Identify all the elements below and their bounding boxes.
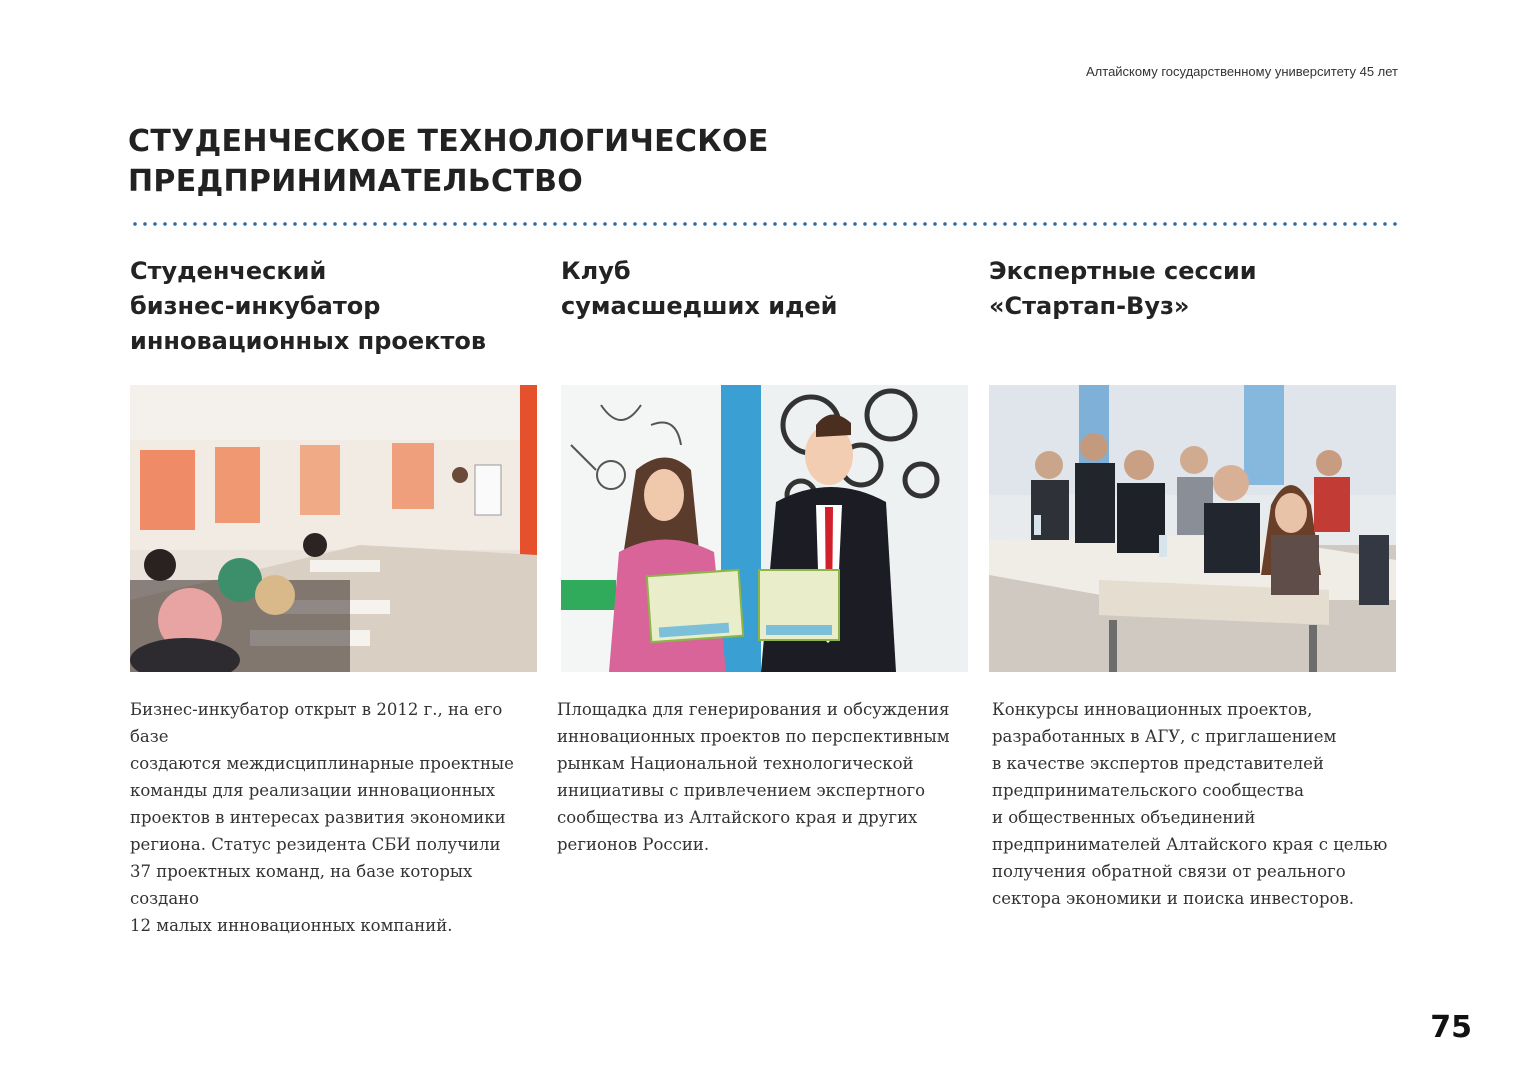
column-body: Площадка для генерирования и обсуждения инновационных проектов по перспективным рынкам Национальной технологической инициативы с привлечением экспертного сообщества из Алтайского края и других регионов России.	[557, 700, 950, 854]
running-header: Алтайскому государственному университету 45 лет	[1086, 64, 1398, 79]
column-heading: Клуб сумасшедших идей	[561, 257, 838, 320]
page-number: 75	[1430, 1010, 1472, 1045]
diploma-winners-photo	[561, 385, 968, 672]
column-startup-vuz-sessions	[989, 254, 1399, 908]
column-body: Конкурсы инновационных проектов, разработанных в АГУ, с приглашением в качестве экспертов представителей предпринимательского сообщества и общественных объединений предпринимателей Алтайского края с целью получения обратной связи от реального сектора экономики и поиска инвесторов.	[992, 700, 1388, 908]
column-crazy-ideas-club	[557, 254, 971, 854]
dotted-divider	[130, 221, 1400, 227]
column-body: Бизнес-инкубатор открыт в 2012 г., на его базе создаются междисциплинарные проектные команды для реализации инновационных проектов в интересах развития экономики региона. Статус резидента СБИ получили 37 проектных команд, на базе которых создано 12 малых инновационных компаний.	[130, 700, 514, 935]
column-heading: Экспертные сессии «Стартап-Вуз»	[989, 257, 1257, 320]
expert-session-photo	[989, 385, 1396, 672]
page-title: СТУДЕНЧЕСКОЕ ТЕХНОЛОГИЧЕСКОЕ ПРЕДПРИНИМАТЕЛЬСТВО	[128, 124, 769, 199]
column-heading: Студенческий бизнес-инкубатор инновационных проектов	[130, 257, 487, 355]
classroom-photo	[130, 385, 537, 672]
column-business-incubator	[130, 254, 540, 935]
